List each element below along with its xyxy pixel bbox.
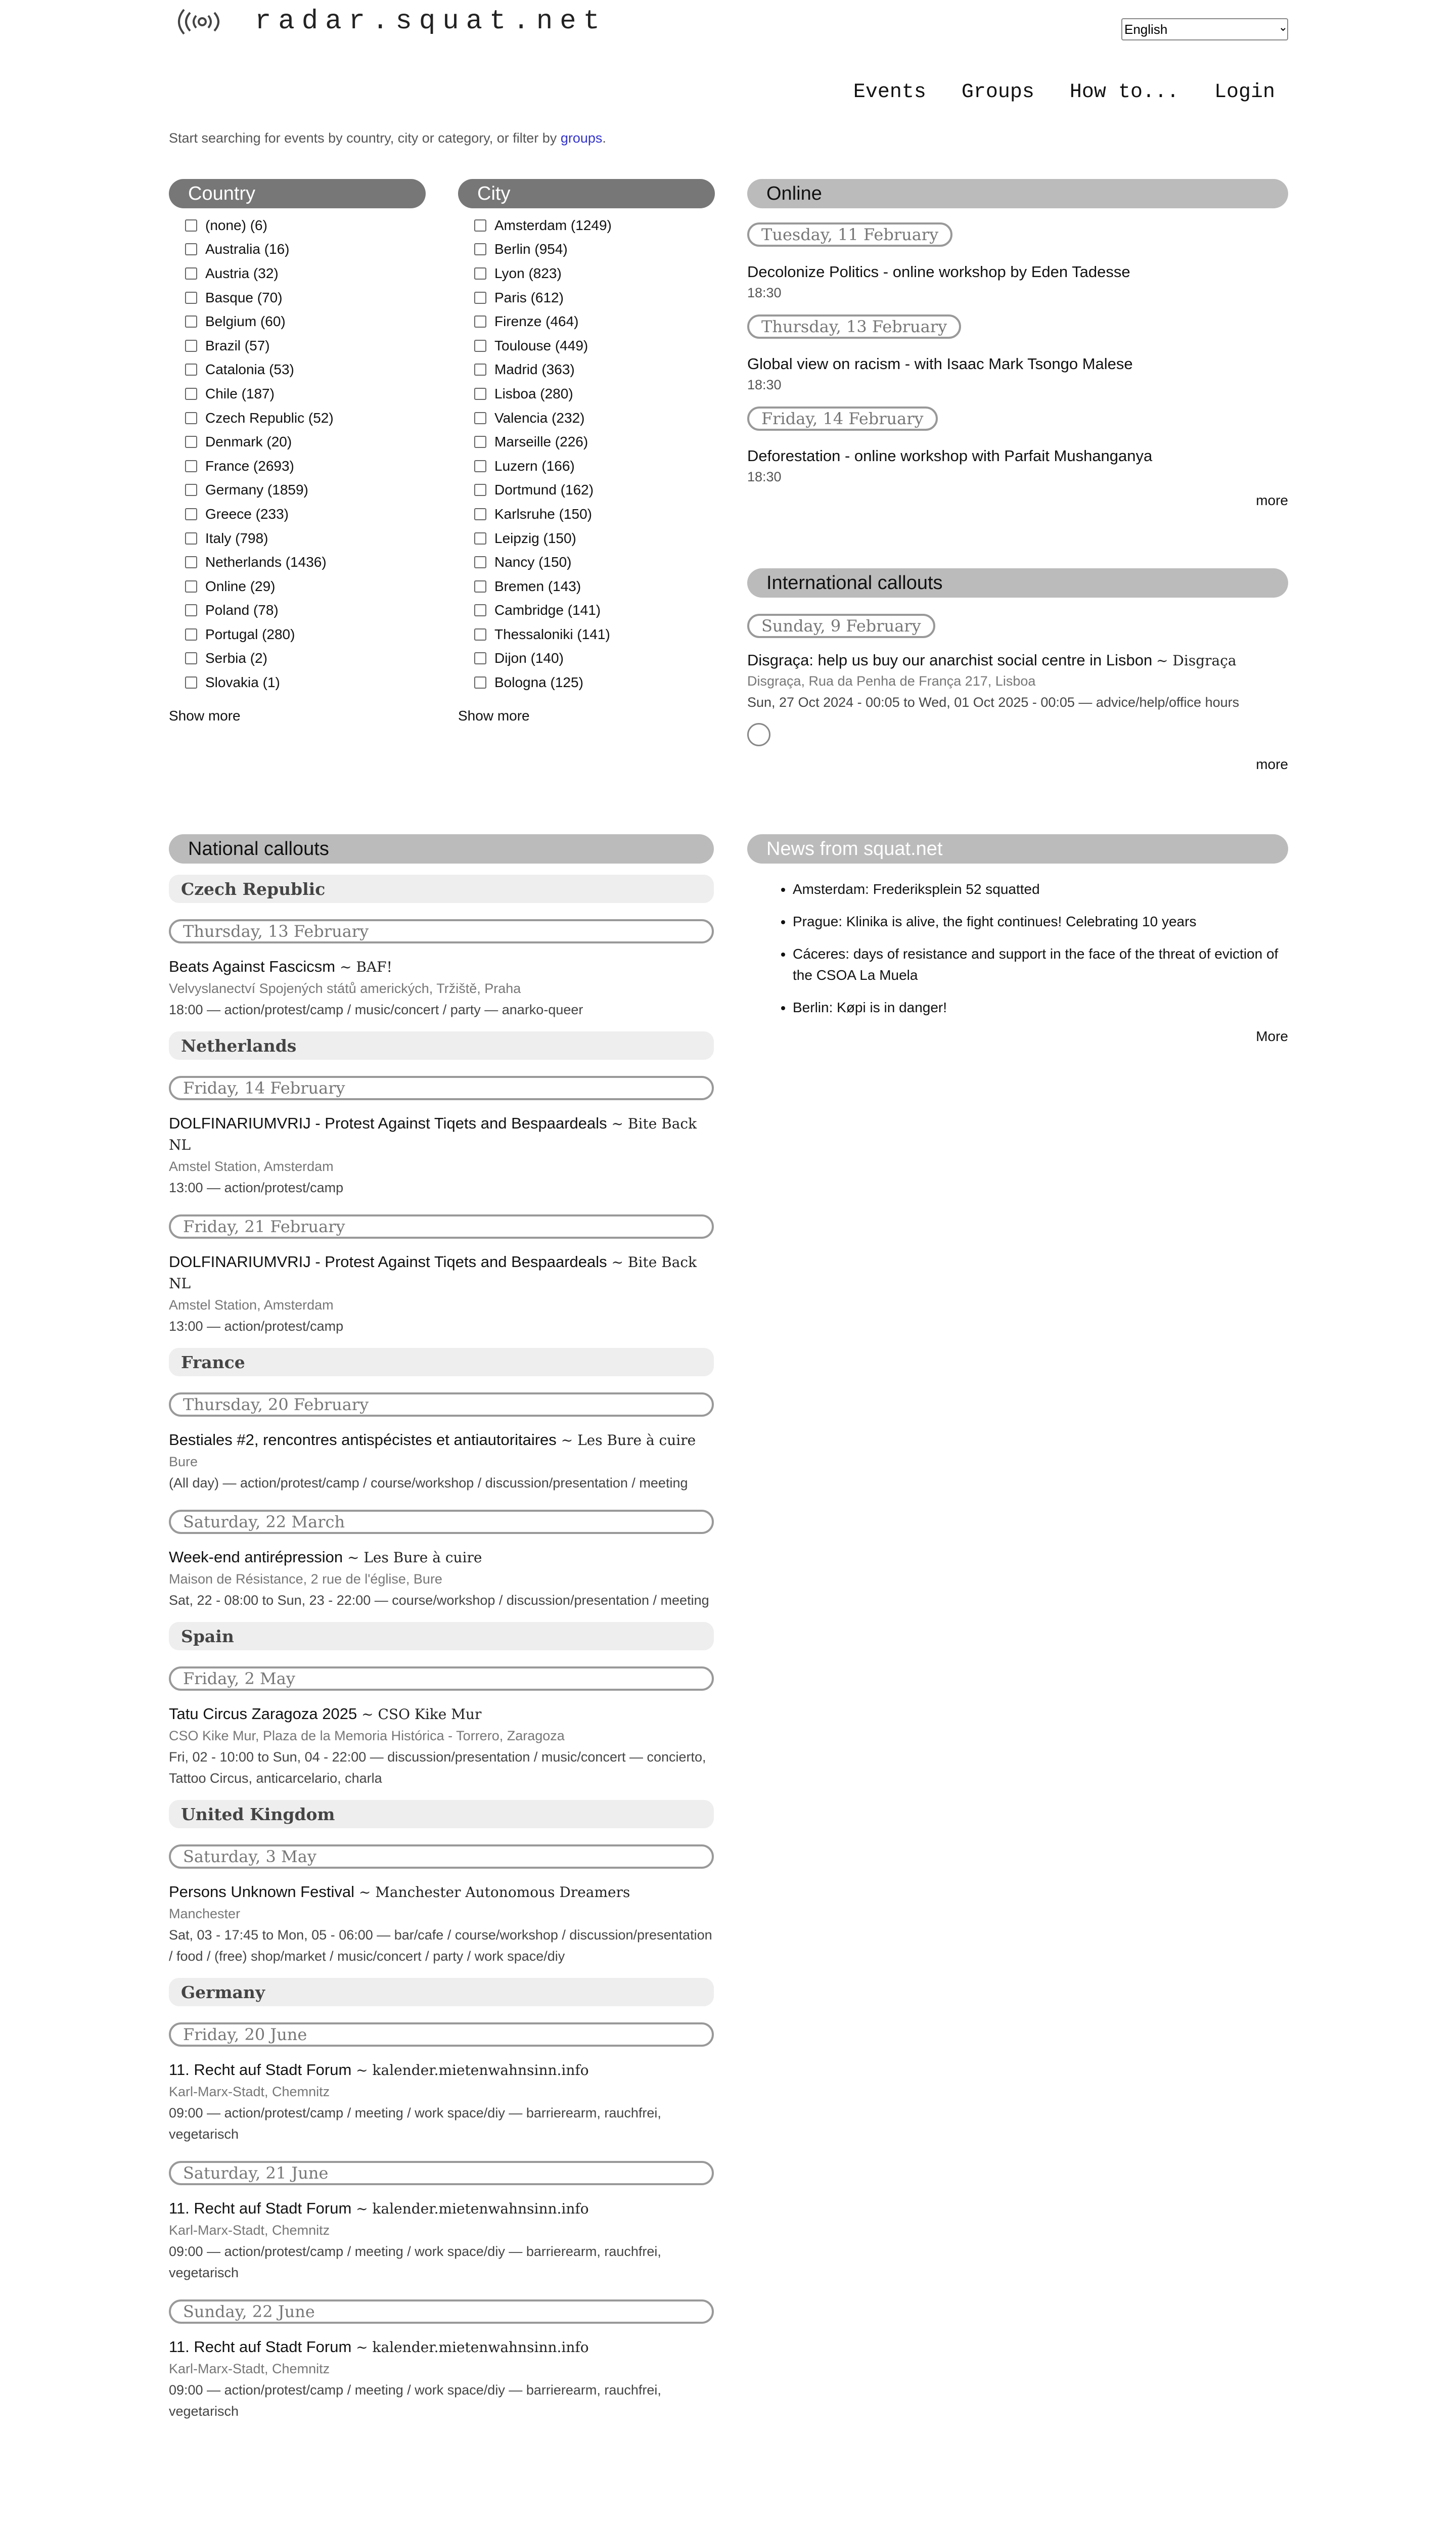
country-filter-label: Czech Republic (52) — [205, 410, 334, 426]
country-filter-item[interactable] — [185, 406, 426, 430]
event-location: Karl-Marx-Stadt, Chemnitz — [169, 2084, 330, 2099]
event-group[interactable]: kalender.mietenwahnsinn.info — [372, 2200, 589, 2217]
city-filter-label: Leipzig (150) — [494, 530, 576, 546]
city-filter-item[interactable] — [474, 430, 715, 454]
checkbox[interactable] — [474, 580, 486, 593]
country-filter-label: Greece (233) — [205, 506, 289, 522]
checkbox[interactable] — [185, 460, 197, 472]
date-heading: Friday, 2 May — [169, 1666, 714, 1691]
event-info: 09:00 — action/protest/camp / meeting / work space/diy — barrierearm, rauchfrei, vegetarisch — [169, 2382, 661, 2419]
country-filter-item[interactable] — [185, 213, 426, 238]
country-filter-label: Belgium (60) — [205, 313, 286, 330]
country-section-heading: Spain — [169, 1622, 714, 1650]
city-filter-item[interactable] — [474, 334, 715, 358]
city-filter-label: Dijon (140) — [494, 650, 564, 666]
event-item — [169, 1430, 714, 1494]
event-group[interactable]: kalender.mietenwahnsinn.info — [372, 2062, 589, 2079]
event-info: (All day) — action/protest/camp / course/workshop / discussion/presentation / meeting — [169, 1475, 688, 1491]
event-title-line — [169, 2198, 714, 2220]
country-filter-label: Chile (187) — [205, 385, 275, 401]
checkbox[interactable] — [185, 219, 197, 232]
nav-events[interactable]: Events — [853, 81, 926, 104]
event-time: 18:30 — [747, 377, 782, 392]
city-filter-label: Cambridge (141) — [494, 602, 601, 618]
news-item — [793, 943, 1288, 986]
country-show-more[interactable]: Show more — [169, 707, 241, 724]
city-filter-item[interactable] — [474, 382, 715, 406]
city-filter-label: Madrid (363) — [494, 362, 575, 378]
event-title[interactable]: 11. Recht auf Stadt Forum — [169, 2061, 352, 2079]
city-filter-label: Amsterdam (1249) — [494, 217, 612, 233]
main-nav — [853, 81, 1275, 104]
event-location: Disgraça, Rua da Penha de França 217, Lisboa — [747, 673, 1036, 689]
event-title[interactable]: Disgraça: help us buy our anarchist social centre in Lisbon — [747, 651, 1153, 669]
event-title[interactable]: DOLFINARIUMVRIJ - Protest Against Tiqets and Bespaardeals — [169, 1114, 607, 1132]
online-more-link[interactable]: more — [1256, 492, 1288, 508]
checkbox[interactable] — [185, 604, 197, 616]
country-filter-label: Portugal (280) — [205, 626, 295, 642]
event-item — [169, 2060, 714, 2145]
event-location: Karl-Marx-Stadt, Chemnitz — [169, 2223, 330, 2238]
event-info: 13:00 — action/protest/camp — [169, 1319, 344, 1334]
country-filter-item[interactable] — [185, 574, 426, 599]
event-item — [169, 2337, 714, 2422]
city-filter-item[interactable] — [474, 286, 715, 310]
intro-end: . — [602, 130, 606, 146]
checkbox[interactable] — [474, 219, 486, 232]
city-filter-label: Dortmund (162) — [494, 482, 594, 498]
city-filter-label: Berlin (954) — [494, 241, 568, 257]
city-filter-item[interactable] — [474, 309, 715, 334]
checkbox[interactable] — [474, 532, 486, 545]
checkbox[interactable] — [474, 484, 486, 496]
event-title[interactable]: 11. Recht auf Stadt Forum — [169, 2338, 352, 2356]
country-filter-label: Online (29) — [205, 578, 276, 594]
groups-link[interactable]: groups — [560, 130, 603, 146]
event-group[interactable]: Bite Back NL — [169, 1254, 697, 1292]
event-title-line — [169, 1547, 714, 1568]
country-filter — [169, 179, 426, 724]
news-more-link[interactable]: More — [1256, 1028, 1288, 1044]
city-filter-label: Karlsruhe (150) — [494, 506, 592, 522]
country-filter-label: Australia (16) — [205, 241, 290, 257]
event-info: Sat, 22 - 08:00 to Sun, 23 - 22:00 — course/workshop / discussion/presentation / meeting — [169, 1593, 709, 1608]
event-location: Amstel Station, Amsterdam — [169, 1159, 334, 1174]
country-filter-item[interactable] — [185, 550, 426, 574]
event-title-line — [169, 1704, 714, 1725]
country-filter-label: Basque (70) — [205, 289, 283, 305]
event-location: Manchester — [169, 1906, 241, 1921]
city-filter-item[interactable] — [474, 574, 715, 599]
country-filter-item[interactable] — [185, 334, 426, 358]
date-heading: Sunday, 22 June — [169, 2299, 714, 2324]
city-filter-item[interactable] — [474, 454, 715, 478]
checkbox[interactable] — [185, 340, 197, 352]
news-item — [793, 997, 1288, 1018]
event-info: Fri, 02 - 10:00 to Sun, 04 - 22:00 — discussion/presentation / music/concert — concierto, Tattoo Circus, anticarcelario, charla — [169, 1749, 706, 1786]
country-filter-label: Serbia (2) — [205, 650, 267, 666]
event-title[interactable]: 11. Recht auf Stadt Forum — [169, 2199, 352, 2217]
checkbox[interactable] — [185, 508, 197, 520]
city-filter-label: Nancy (150) — [494, 554, 572, 570]
date-heading: Friday, 14 February — [747, 407, 938, 431]
checkbox[interactable] — [474, 628, 486, 641]
city-filter-label: Valencia (232) — [494, 410, 585, 426]
event-info: Sat, 03 - 17:45 to Mon, 05 - 06:00 — bar/cafe / course/workshop / discussion/presentation / food / (free) shop/market / music/concert / party / work space/diy — [169, 1927, 712, 1964]
event-item — [169, 1704, 714, 1789]
country-filter-label: Netherlands (1436) — [205, 554, 327, 570]
checkbox[interactable] — [474, 412, 486, 424]
intro-text — [169, 130, 606, 146]
city-list — [458, 213, 715, 695]
checkbox[interactable] — [185, 412, 197, 424]
city-filter-item[interactable] — [474, 261, 715, 286]
checkbox[interactable] — [185, 652, 197, 664]
event-title[interactable]: Decolonize Politics - online workshop by Eden Tadesse — [747, 263, 1130, 281]
news-link[interactable]: Cáceres: days of resistance and support in the face of the threat of eviction of the CSOA La Muela — [793, 946, 1279, 983]
news-item — [793, 911, 1288, 932]
event-item — [169, 2198, 714, 2283]
event-location: Velvyslanectví Spojených států amerických, Tržiště, Praha — [169, 981, 521, 996]
country-filter-item[interactable] — [185, 647, 426, 671]
event-group[interactable]: kalender.mietenwahnsinn.info — [372, 2339, 589, 2356]
city-filter-label: Bologna (125) — [494, 674, 583, 691]
country-list — [169, 213, 426, 695]
checkbox[interactable] — [474, 267, 486, 280]
country-filter-item[interactable] — [185, 382, 426, 406]
language-select[interactable] — [1121, 18, 1288, 40]
country-filter-item[interactable] — [185, 454, 426, 478]
event-group[interactable]: Disgraça — [1172, 652, 1237, 669]
event-title[interactable]: Week-end antirépression — [169, 1548, 343, 1566]
city-filter-item[interactable] — [474, 647, 715, 671]
event-item — [169, 957, 714, 1020]
news-title: News from squat.net — [747, 834, 1288, 864]
international-title: International callouts — [747, 568, 1288, 598]
event-title-line — [169, 957, 714, 978]
country-filter-label: France (2693) — [205, 458, 294, 474]
checkbox[interactable] — [474, 508, 486, 520]
city-filter-item[interactable] — [474, 238, 715, 262]
country-filter-item[interactable] — [185, 622, 426, 647]
news-link[interactable]: Prague: Klinika is alive, the fight continues! Celebrating 10 years — [793, 914, 1197, 929]
intro-sentence: Start searching for events by country, city or category, or filter by — [169, 130, 557, 146]
checkbox[interactable] — [474, 652, 486, 664]
city-filter-item[interactable] — [474, 213, 715, 238]
event-group-sep: ~ — [354, 1884, 376, 1901]
event-title[interactable]: Bestiales #2, rencontres antispécistes et antiautoritaires — [169, 1431, 557, 1449]
checkbox[interactable] — [474, 292, 486, 304]
country-filter-item[interactable] — [185, 309, 426, 334]
country-filter-label: Italy (798) — [205, 530, 268, 546]
checkbox[interactable] — [185, 267, 197, 280]
city-show-more[interactable]: Show more — [458, 707, 530, 724]
nav-groups[interactable]: Groups — [961, 81, 1034, 104]
date-heading: Thursday, 20 February — [169, 1392, 714, 1417]
event-location: CSO Kike Mur, Plaza de la Memoria Histórica - Torrero, Zaragoza — [169, 1728, 565, 1743]
event-image-placeholder — [747, 723, 770, 746]
national-list — [169, 875, 714, 2422]
event-group-sep: ~ — [556, 1432, 578, 1449]
online-day — [747, 222, 1288, 303]
event-info: 13:00 — action/protest/camp — [169, 1180, 344, 1195]
event-time: 18:30 — [747, 285, 782, 300]
news-link[interactable]: Amsterdam: Frederiksplein 52 squatted — [793, 881, 1040, 897]
checkbox[interactable] — [185, 292, 197, 304]
checkbox[interactable] — [185, 388, 197, 400]
country-filter-label: Poland (78) — [205, 602, 279, 618]
event-title[interactable]: DOLFINARIUMVRIJ - Protest Against Tiqets and Bespaardeals — [169, 1253, 607, 1271]
site-name: radar.squat.net — [255, 6, 607, 37]
country-filter-item[interactable] — [185, 599, 426, 623]
event-location: Bure — [169, 1454, 198, 1469]
checkbox[interactable] — [185, 436, 197, 448]
date-heading: Thursday, 13 February — [169, 919, 714, 943]
city-filter-title: City — [458, 179, 715, 208]
event-title-line — [169, 1430, 714, 1451]
checkbox[interactable] — [474, 243, 486, 255]
date-heading: Friday, 14 February — [169, 1076, 714, 1100]
news-link[interactable]: Berlin: Køpi is in danger! — [793, 1000, 947, 1015]
event-group-sep: ~ — [335, 959, 356, 975]
event-item — [169, 1252, 714, 1337]
city-filter-label: Thessaloniki (141) — [494, 626, 610, 642]
event-info: 18:00 — action/protest/camp / music/concert / party — anarko-queer — [169, 1002, 583, 1017]
event-group[interactable]: Manchester Autonomous Dreamers — [375, 1884, 630, 1901]
city-filter-item[interactable] — [474, 502, 715, 526]
event-title[interactable]: Beats Against Fascicsm — [169, 958, 336, 975]
date-heading: Tuesday, 11 February — [747, 222, 952, 247]
checkbox[interactable] — [474, 388, 486, 400]
country-filter-item[interactable] — [185, 261, 426, 286]
event-title[interactable]: Persons Unknown Festival — [169, 1883, 354, 1901]
country-filter-label: Brazil (57) — [205, 337, 270, 353]
city-filter-item[interactable] — [474, 358, 715, 382]
country-filter-label: (none) (6) — [205, 217, 267, 233]
date-heading: Sunday, 9 February — [747, 614, 935, 638]
event-title-line — [169, 1113, 714, 1156]
event-item — [169, 1882, 714, 1967]
event-item — [169, 1547, 714, 1611]
country-filter-label: Germany (1859) — [205, 482, 308, 498]
city-filter-label: Marseille (226) — [494, 434, 588, 450]
event-info: 09:00 — action/protest/camp / meeting / work space/diy — barrierearm, rauchfrei, vegetarisch — [169, 2244, 661, 2280]
event-title-line — [169, 1252, 714, 1294]
city-filter-label: Lisboa (280) — [494, 385, 573, 401]
international-more-link[interactable]: more — [1256, 756, 1288, 772]
city-filter — [458, 179, 715, 724]
checkbox[interactable] — [185, 364, 197, 376]
event-title-line — [169, 2337, 714, 2358]
nav-login[interactable]: Login — [1214, 81, 1275, 104]
event-group-sep: ~ — [607, 1115, 628, 1132]
checkbox[interactable] — [185, 243, 197, 255]
checkbox[interactable] — [185, 532, 197, 545]
city-filter-label: Toulouse (449) — [494, 337, 588, 353]
national-title: National callouts — [169, 834, 714, 864]
date-heading: Saturday, 22 March — [169, 1510, 714, 1534]
checkbox[interactable] — [474, 315, 486, 328]
country-section-heading: Czech Republic — [169, 875, 714, 903]
event-group-sep: ~ — [343, 1549, 364, 1566]
event-group[interactable]: Bite Back NL — [169, 1115, 697, 1153]
city-filter-item[interactable] — [474, 550, 715, 574]
checkbox[interactable] — [185, 580, 197, 593]
city-filter-item[interactable] — [474, 622, 715, 647]
checkbox[interactable] — [185, 484, 197, 496]
country-filter-item[interactable] — [185, 502, 426, 526]
event-group[interactable]: CSO Kike Mur — [378, 1706, 482, 1723]
checkbox[interactable] — [185, 315, 197, 328]
online-day — [747, 407, 1288, 487]
online-events-panel — [747, 179, 1288, 509]
event-title-line — [169, 1882, 714, 1903]
checkbox[interactable] — [185, 628, 197, 641]
checkbox[interactable] — [185, 556, 197, 568]
event-title[interactable]: Tatu Circus Zaragoza 2025 — [169, 1705, 357, 1723]
event-time: 18:30 — [747, 469, 782, 484]
country-section-heading: Germany — [169, 1978, 714, 2006]
event-group-sep: ~ — [1156, 652, 1173, 669]
city-filter-label: Lyon (823) — [494, 265, 562, 281]
site-logo[interactable] — [169, 6, 607, 37]
city-filter-label: Firenze (464) — [494, 313, 579, 330]
event-group-sep: ~ — [607, 1254, 628, 1271]
date-heading: Thursday, 13 February — [747, 314, 961, 339]
online-day — [747, 314, 1288, 395]
event-title[interactable]: Global view on racism - with Isaac Mark Tsongo Malese — [747, 355, 1133, 373]
checkbox[interactable] — [474, 604, 486, 616]
event-group-sep: ~ — [357, 1706, 378, 1723]
checkbox[interactable] — [474, 460, 486, 472]
event-group-sep: ~ — [351, 2062, 373, 2079]
country-section-heading: Netherlands — [169, 1031, 714, 1060]
event-location: Maison de Résistance, 2 rue de l'église, Bure — [169, 1571, 442, 1587]
country-section-heading: United Kingdom — [169, 1800, 714, 1828]
country-filter-label: Catalonia (53) — [205, 362, 294, 378]
country-filter-label: Denmark (20) — [205, 434, 292, 450]
date-heading: Saturday, 21 June — [169, 2161, 714, 2185]
event-group-sep: ~ — [351, 2200, 373, 2217]
country-filter-item[interactable] — [185, 358, 426, 382]
city-filter-item[interactable] — [474, 599, 715, 623]
city-filter-label: Paris (612) — [494, 289, 564, 305]
event-group[interactable]: BAF! — [356, 959, 392, 975]
event-title-line — [169, 2060, 714, 2081]
event-info: Sun, 27 Oct 2024 - 00:05 to Wed, 01 Oct 2025 - 00:05 — advice/help/office hours — [747, 695, 1240, 710]
event-title[interactable]: Deforestation - online workshop with Parfait Mushanganya — [747, 447, 1153, 465]
city-filter-item[interactable] — [474, 406, 715, 430]
date-heading: Friday, 20 June — [169, 2022, 714, 2047]
city-filter-item[interactable] — [474, 670, 715, 695]
international-callouts-panel — [747, 568, 1288, 773]
country-filter-item[interactable] — [185, 670, 426, 695]
nav-how-to[interactable]: How to... — [1069, 81, 1179, 104]
event-location: Karl-Marx-Stadt, Chemnitz — [169, 2361, 330, 2376]
country-filter-item[interactable] — [185, 286, 426, 310]
country-filter-label: Austria (32) — [205, 265, 279, 281]
online-title: Online — [747, 179, 1288, 208]
news-list — [747, 879, 1288, 1018]
country-filter-title: Country — [169, 179, 426, 208]
site-header — [169, 0, 1288, 104]
news-item — [793, 879, 1288, 900]
news-panel — [747, 834, 1288, 1045]
national-callouts-panel — [169, 834, 714, 2422]
country-filter-item[interactable] — [185, 430, 426, 454]
checkbox[interactable] — [185, 676, 197, 689]
checkbox[interactable] — [474, 340, 486, 352]
country-filter-item[interactable] — [185, 238, 426, 262]
country-filter-item[interactable] — [185, 478, 426, 503]
city-filter-label: Bremen (143) — [494, 578, 581, 594]
city-filter-item[interactable] — [474, 526, 715, 551]
country-filter-item[interactable] — [185, 526, 426, 551]
country-filter-label: Slovakia (1) — [205, 674, 280, 691]
checkbox[interactable] — [474, 436, 486, 448]
date-heading: Friday, 21 February — [169, 1214, 714, 1239]
date-heading: Saturday, 3 May — [169, 1844, 714, 1869]
checkbox[interactable] — [474, 556, 486, 568]
event-info: 09:00 — action/protest/camp / meeting / work space/diy — barrierearm, rauchfrei, vegetarisch — [169, 2105, 661, 2142]
event-location: Amstel Station, Amsterdam — [169, 1297, 334, 1313]
checkbox[interactable] — [474, 676, 486, 689]
radio-waves-icon — [169, 7, 235, 37]
city-filter-label: Luzern (166) — [494, 458, 575, 474]
event-group[interactable]: Les Bure à cuire — [577, 1432, 696, 1449]
event-group-sep: ~ — [351, 2339, 373, 2356]
country-section-heading: France — [169, 1348, 714, 1376]
city-filter-item[interactable] — [474, 478, 715, 503]
event-item — [169, 1113, 714, 1198]
checkbox[interactable] — [474, 364, 486, 376]
event-group[interactable]: Les Bure à cuire — [363, 1549, 482, 1566]
